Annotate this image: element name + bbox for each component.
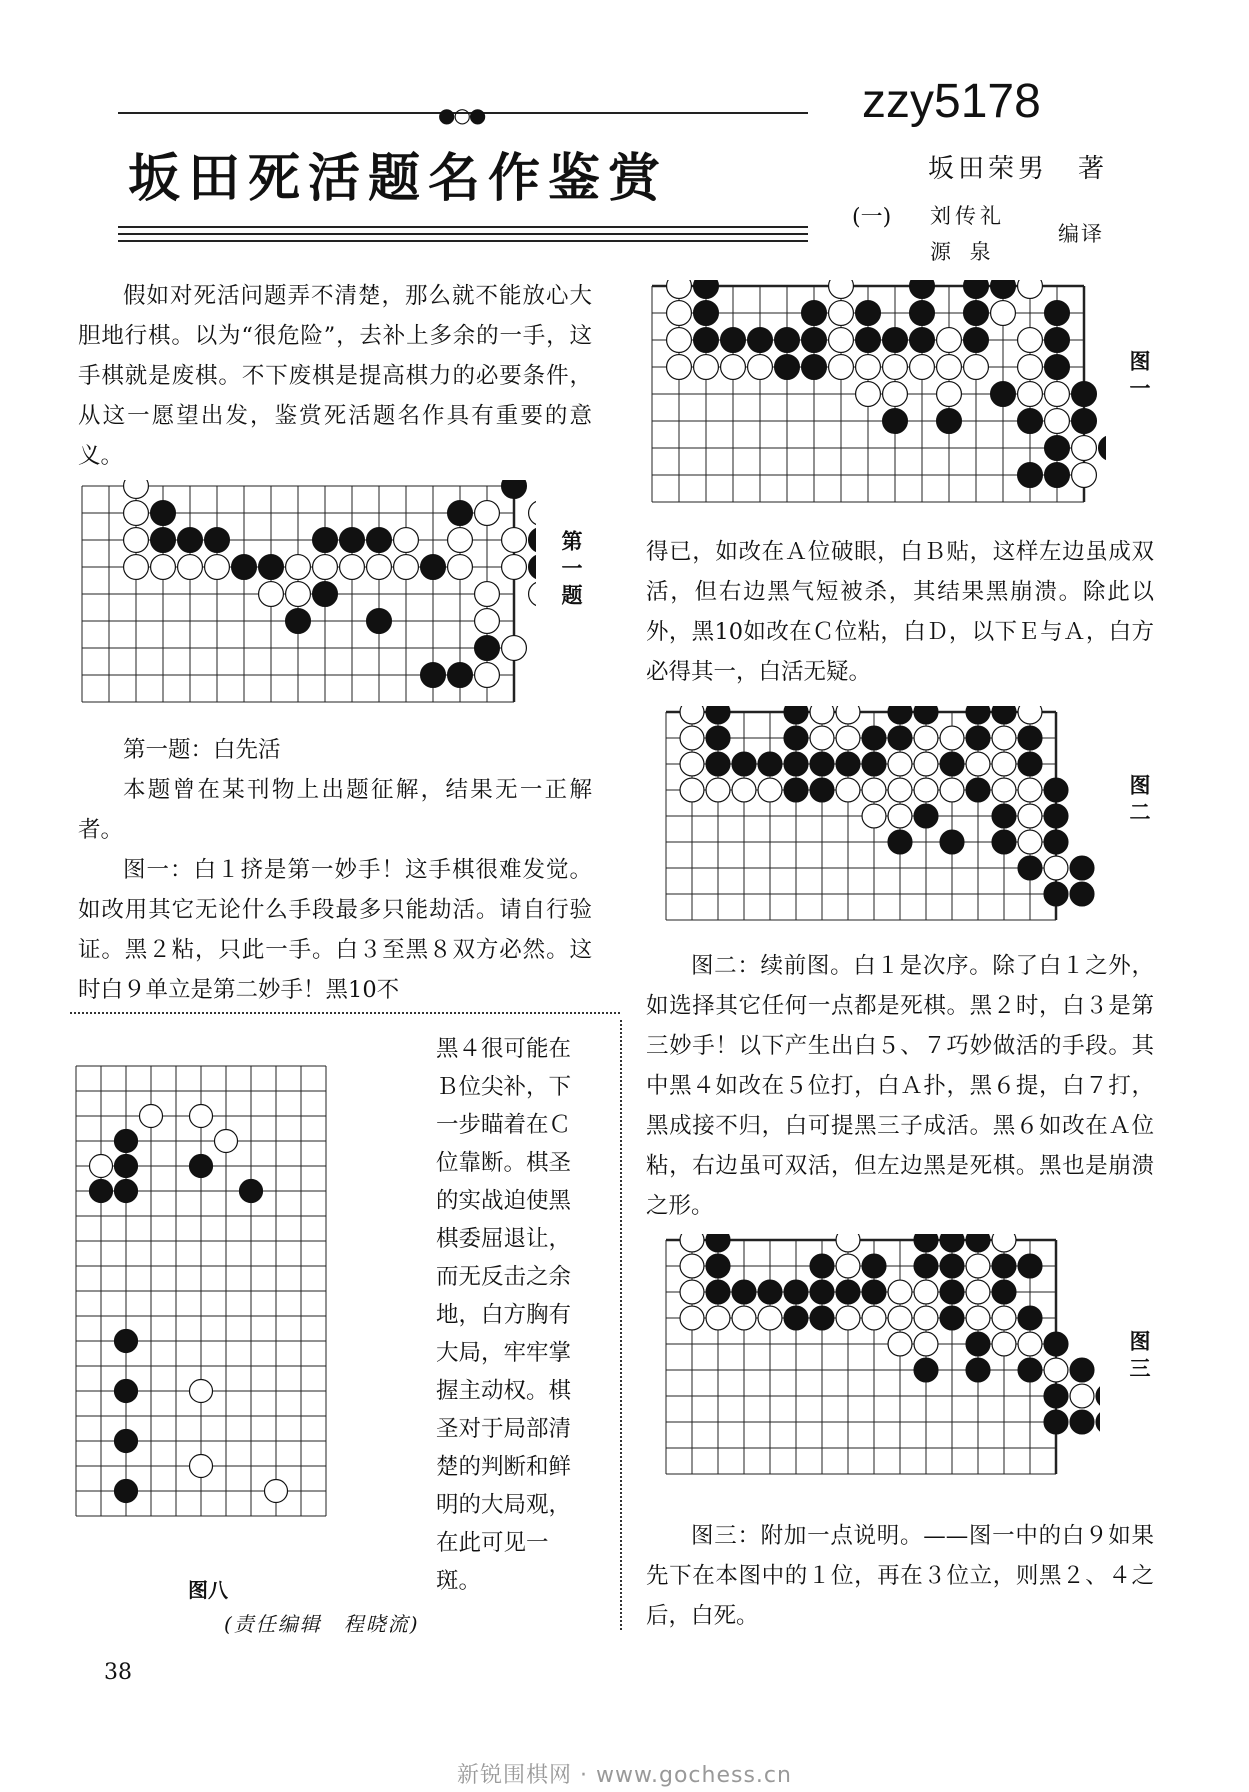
black-stone — [1070, 856, 1094, 880]
white-stone — [888, 1280, 912, 1304]
black-stone — [732, 752, 756, 776]
white-stone — [992, 1234, 1016, 1252]
white-stone — [124, 555, 149, 580]
black-stone — [784, 752, 808, 776]
black-stone — [810, 752, 834, 776]
black-stone — [421, 663, 446, 688]
black-stone — [1045, 463, 1070, 488]
white-stone — [883, 355, 908, 380]
white-stone — [991, 301, 1016, 326]
black-stone — [502, 480, 527, 498]
white-stone — [680, 706, 704, 724]
black-stone — [836, 1280, 860, 1304]
white-stone — [856, 355, 881, 380]
white-stone — [914, 752, 938, 776]
black-stone — [706, 706, 730, 724]
black-stone — [856, 328, 881, 353]
black-stone — [992, 706, 1016, 724]
black-stone — [1072, 409, 1097, 434]
white-stone — [667, 301, 692, 326]
white-stone — [836, 726, 860, 750]
black-stone — [90, 1180, 113, 1203]
white-stone — [1072, 463, 1097, 488]
black-stone — [964, 328, 989, 353]
white-stone — [862, 1306, 886, 1330]
black-stone — [115, 1380, 138, 1403]
black-stone — [1070, 1358, 1094, 1382]
black-stone — [810, 1280, 834, 1304]
black-stone — [914, 804, 938, 828]
white-stone — [502, 636, 527, 661]
white-stone — [190, 1105, 213, 1128]
black-stone — [1018, 463, 1043, 488]
black-stone — [1018, 726, 1042, 750]
black-stone — [940, 1254, 964, 1278]
white-stone — [1045, 382, 1070, 407]
white-stone — [205, 555, 230, 580]
white-stone — [914, 726, 938, 750]
black-stone — [694, 301, 719, 326]
black-stone — [862, 1280, 886, 1304]
white-stone — [265, 1480, 288, 1503]
figure8-board — [70, 1060, 370, 1580]
figure1-label: 图一 — [1127, 350, 1152, 404]
black-stone — [367, 528, 392, 553]
black-stone — [240, 1180, 263, 1203]
black-stone — [706, 1234, 730, 1252]
black-stone — [1018, 856, 1042, 880]
white-stone — [529, 582, 536, 607]
black-stone — [940, 752, 964, 776]
black-stone — [529, 555, 536, 580]
white-stone — [448, 555, 473, 580]
white-stone — [856, 382, 881, 407]
black-stone — [448, 663, 473, 688]
black-stone — [784, 778, 808, 802]
vertical-separator — [620, 1020, 622, 1630]
white-stone — [914, 1306, 938, 1330]
page-number: 38 — [104, 1660, 132, 1685]
white-stone — [1018, 328, 1043, 353]
black-stone — [178, 528, 203, 553]
black-stone — [1070, 1410, 1094, 1434]
white-stone — [1018, 355, 1043, 380]
black-stone — [1070, 882, 1094, 906]
white-stone — [667, 328, 692, 353]
white-stone — [340, 555, 365, 580]
white-stone — [178, 555, 203, 580]
horizontal-separator — [70, 1012, 620, 1014]
white-stone — [694, 355, 719, 380]
black-stone — [151, 501, 176, 526]
white-stone — [992, 752, 1016, 776]
author: 坂田荣男 著 — [928, 154, 1109, 184]
white-stone — [910, 355, 935, 380]
white-stone — [140, 1105, 163, 1128]
figure3-paragraph: 图三：附加一点说明。——图一中的白９如果先下在本图中的１位，再在３位立，则黑２、４之后，白死。 — [646, 1523, 1154, 1629]
black-stone — [529, 528, 536, 553]
black-stone — [810, 1254, 834, 1278]
white-stone — [937, 355, 962, 380]
white-stone — [888, 1306, 912, 1330]
white-stone — [190, 1380, 213, 1403]
white-stone — [680, 1254, 704, 1278]
black-stone — [448, 501, 473, 526]
figure2-paragraph: 图二：续前图。白１是次序。除了白１之外，如选择其它任何一点都是死棋。黑２时，白３是第三妙手！以下产生出白５、７巧妙做活的手段。其中黑４如改在５位打，白Ａ扑，黑６提，白７打，黑成接不归，白可提黑三子成活。黑６如改在Ａ位粘，右边虽可双活，但左边黑是死棋。黑也是崩溃之形。 — [646, 953, 1154, 1219]
white-stone — [1072, 436, 1097, 461]
black-stone — [784, 1306, 808, 1330]
black-stone — [775, 328, 800, 353]
white-stone — [836, 1306, 860, 1330]
white-stone — [502, 528, 527, 553]
figure3-label: 图三 — [1127, 1330, 1152, 1384]
black-stone — [421, 555, 446, 580]
white-stone — [888, 778, 912, 802]
black-stone — [862, 1254, 886, 1278]
figure8-label: 图八 — [188, 1578, 228, 1602]
black-stone — [748, 328, 773, 353]
black-stone — [966, 1234, 990, 1252]
white-stone — [475, 582, 500, 607]
black-stone — [1096, 1410, 1100, 1434]
white-stone — [914, 778, 938, 802]
translator-1: 刘传礼 — [930, 204, 1005, 228]
black-stone — [706, 1254, 730, 1278]
black-stone — [313, 582, 338, 607]
black-stone — [856, 301, 881, 326]
white-stone — [90, 1155, 113, 1178]
white-stone — [992, 726, 1016, 750]
white-stone — [667, 355, 692, 380]
white-stone — [475, 663, 500, 688]
white-stone — [259, 582, 284, 607]
white-stone — [992, 1306, 1016, 1330]
white-stone — [475, 609, 500, 634]
black-stone — [883, 328, 908, 353]
black-stone — [1018, 1358, 1042, 1382]
black-stone — [862, 726, 886, 750]
white-stone — [1070, 1384, 1094, 1408]
black-stone — [313, 528, 338, 553]
white-stone — [966, 1306, 990, 1330]
figure2-board — [660, 706, 1100, 942]
black-stone — [992, 1280, 1016, 1304]
white-stone — [829, 328, 854, 353]
black-stone — [706, 1280, 730, 1304]
black-stone — [340, 528, 365, 553]
black-stone — [475, 636, 500, 661]
white-stone — [680, 752, 704, 776]
white-stone — [888, 1332, 912, 1356]
white-stone — [1044, 1358, 1068, 1382]
black-stone — [940, 1234, 964, 1252]
white-stone — [829, 280, 854, 298]
black-stone — [1018, 1254, 1042, 1278]
black-stone — [992, 804, 1016, 828]
black-stone — [1045, 328, 1070, 353]
white-stone — [475, 501, 500, 526]
black-stone — [888, 706, 912, 724]
black-stone — [966, 778, 990, 802]
black-stone — [784, 706, 808, 724]
white-stone — [888, 752, 912, 776]
black-stone — [966, 1332, 990, 1356]
white-stone — [190, 1455, 213, 1478]
black-stone — [940, 830, 964, 854]
white-stone — [286, 582, 311, 607]
black-stone — [1044, 778, 1068, 802]
black-stone — [802, 355, 827, 380]
white-stone — [966, 1254, 990, 1278]
white-stone — [529, 501, 536, 526]
black-stone — [706, 752, 730, 776]
white-stone — [940, 726, 964, 750]
white-stone — [706, 1306, 730, 1330]
black-stone — [1045, 436, 1070, 461]
black-stone — [862, 752, 886, 776]
black-stone — [1018, 752, 1042, 776]
black-stone — [190, 1155, 213, 1178]
black-stone — [966, 706, 990, 724]
black-stone — [991, 382, 1016, 407]
black-stone — [1044, 1384, 1068, 1408]
white-stone — [680, 1280, 704, 1304]
intro-paragraph: 假如对死活问题弄不清楚，那么就不能放心大胆地行棋。以为“很危险”，去补上多余的一手，这手棋就是废棋。不下废棋是提高棋力的必要条件，从这一愿望出发，鉴赏死活题名作具有重要的意义。 — [78, 283, 592, 469]
white-stone — [732, 778, 756, 802]
black-stone — [1072, 382, 1097, 407]
black-stone — [914, 1234, 938, 1252]
black-stone — [758, 752, 782, 776]
black-stone — [115, 1130, 138, 1153]
white-stone — [966, 752, 990, 776]
white-stone — [502, 555, 527, 580]
black-stone — [775, 355, 800, 380]
white-stone — [836, 1234, 860, 1252]
white-stone — [829, 355, 854, 380]
white-stone — [836, 1254, 860, 1278]
white-stone — [940, 778, 964, 802]
watermark: zzy5178 — [862, 75, 1041, 128]
white-stone — [964, 355, 989, 380]
white-stone — [394, 528, 419, 553]
black-stone — [888, 726, 912, 750]
black-stone — [888, 830, 912, 854]
black-stone — [1018, 409, 1043, 434]
black-stone — [991, 280, 1016, 298]
white-stone — [810, 726, 834, 750]
figure8-commentary: 黑４很可能在Ｂ位尖补，下一步瞄着在Ｃ位靠断。棋圣的实战迫使黑棋委屈退让，而无反击之余地，白方胸有大局，牢牢掌握主动权。棋圣对于局部清楚的判断和鲜明的大局观，在此可见一斑。 — [436, 1036, 572, 1594]
white-stone — [680, 778, 704, 802]
white-stone — [966, 1280, 990, 1304]
black-stone — [802, 328, 827, 353]
black-stone — [910, 328, 935, 353]
white-stone — [1044, 856, 1068, 880]
black-stone — [1044, 1332, 1068, 1356]
white-stone — [914, 1332, 938, 1356]
black-stone — [1044, 830, 1068, 854]
black-stone — [883, 409, 908, 434]
white-stone — [1045, 409, 1070, 434]
black-stone — [910, 280, 935, 298]
white-stone — [937, 382, 962, 407]
black-stone — [367, 609, 392, 634]
black-stone — [115, 1155, 138, 1178]
black-stone — [937, 409, 962, 434]
black-stone — [1044, 882, 1068, 906]
problem1-board — [76, 480, 536, 720]
white-stone — [1018, 1332, 1042, 1356]
black-stone — [966, 1358, 990, 1382]
white-stone — [862, 778, 886, 802]
black-stone — [910, 301, 935, 326]
white-stone — [836, 706, 860, 724]
series-number: (一) — [852, 205, 892, 230]
white-stone — [448, 528, 473, 553]
site-footer: 新锐围棋网 · www.gochess.cn — [457, 1763, 792, 1788]
black-stone — [966, 726, 990, 750]
white-stone — [313, 555, 338, 580]
black-stone — [810, 1306, 834, 1330]
black-stone — [914, 1254, 938, 1278]
white-stone — [124, 501, 149, 526]
black-stone — [706, 726, 730, 750]
figure3-board — [660, 1234, 1100, 1498]
white-stone — [732, 1306, 756, 1330]
white-stone — [667, 280, 692, 298]
white-stone — [1018, 280, 1043, 298]
black-stone — [1044, 804, 1068, 828]
black-stone — [1045, 355, 1070, 380]
black-stone — [964, 280, 989, 298]
black-stone — [732, 1280, 756, 1304]
white-stone — [888, 804, 912, 828]
white-stone — [862, 804, 886, 828]
white-stone — [829, 301, 854, 326]
white-stone — [151, 555, 176, 580]
black-stone — [151, 528, 176, 553]
problem1-title: 第一题：白先活 — [123, 737, 281, 763]
black-stone — [964, 301, 989, 326]
black-stone — [810, 778, 834, 802]
white-stone — [215, 1130, 238, 1153]
black-stone — [115, 1330, 138, 1353]
white-stone — [914, 1280, 938, 1304]
white-stone — [748, 355, 773, 380]
problem1-paragraph-2: 图一：白１挤是第一妙手！这手棋很难发觉。如改用其它无论什么手段最多只能劫活。请自行验证。黑２粘，只此一手。白３至黑８双方必然。这时白９单立是第二妙手！黑10不 — [78, 857, 592, 1003]
white-stone — [992, 1332, 1016, 1356]
black-stone — [992, 1254, 1016, 1278]
black-stone — [784, 726, 808, 750]
white-stone — [810, 706, 834, 724]
white-stone — [1018, 706, 1042, 724]
black-stone — [232, 555, 257, 580]
white-stone — [721, 355, 746, 380]
white-stone — [758, 778, 782, 802]
white-stone — [706, 778, 730, 802]
black-stone — [115, 1430, 138, 1453]
white-stone — [394, 555, 419, 580]
black-stone — [992, 830, 1016, 854]
white-stone — [758, 1306, 782, 1330]
figure1-followup: 得已，如改在Ａ位破眼，白Ｂ贴，这样左边虽成双活，但右边黑气短被杀，其结果黑崩溃。除此以外，黑10如改在Ｃ位粘，白Ｄ，以下Ｅ与Ａ，白方必得其一，白活无疑。 — [646, 539, 1154, 685]
white-stone — [286, 555, 311, 580]
white-stone — [124, 528, 149, 553]
black-stone — [1044, 1410, 1068, 1434]
black-stone — [721, 328, 746, 353]
black-stone — [259, 555, 284, 580]
black-stone — [205, 528, 230, 553]
white-stone — [883, 382, 908, 407]
black-stone — [802, 301, 827, 326]
black-stone — [694, 280, 719, 298]
black-stone — [1045, 301, 1070, 326]
black-stone — [940, 1306, 964, 1330]
white-stone — [367, 555, 392, 580]
white-stone — [1018, 382, 1043, 407]
white-stone — [937, 328, 962, 353]
white-stone — [1018, 778, 1042, 802]
black-stone — [1099, 436, 1106, 461]
black-stone — [784, 1280, 808, 1304]
white-stone — [680, 1234, 704, 1252]
black-stone — [286, 609, 311, 634]
white-stone — [1018, 804, 1042, 828]
figure1-board — [646, 280, 1106, 520]
white-stone — [836, 778, 860, 802]
black-stone — [115, 1180, 138, 1203]
white-stone — [680, 726, 704, 750]
header-ornament: ●○● — [438, 103, 485, 127]
black-stone — [914, 1358, 938, 1382]
translator-role: 编译 — [1058, 222, 1104, 246]
black-stone — [940, 1280, 964, 1304]
black-stone — [914, 706, 938, 724]
translator-2: 源 泉 — [930, 240, 997, 264]
editor-credit: (责任编辑 程晓流) — [224, 1612, 420, 1636]
article-title: 坂田死活题名作鉴赏 — [128, 148, 669, 209]
black-stone — [836, 752, 860, 776]
white-stone — [124, 480, 149, 498]
white-stone — [1018, 830, 1042, 854]
black-stone — [694, 328, 719, 353]
problem1-paragraph-1: 本题曾在某刊物上出题征解，结果无一正解者。 — [78, 777, 592, 843]
white-stone — [680, 1306, 704, 1330]
black-stone — [1018, 1306, 1042, 1330]
white-stone — [992, 778, 1016, 802]
figure2-label: 图二 — [1127, 774, 1152, 828]
black-stone — [758, 1280, 782, 1304]
black-stone — [115, 1480, 138, 1503]
problem1-label: 第一题 — [559, 530, 584, 611]
black-stone — [1096, 1384, 1100, 1408]
